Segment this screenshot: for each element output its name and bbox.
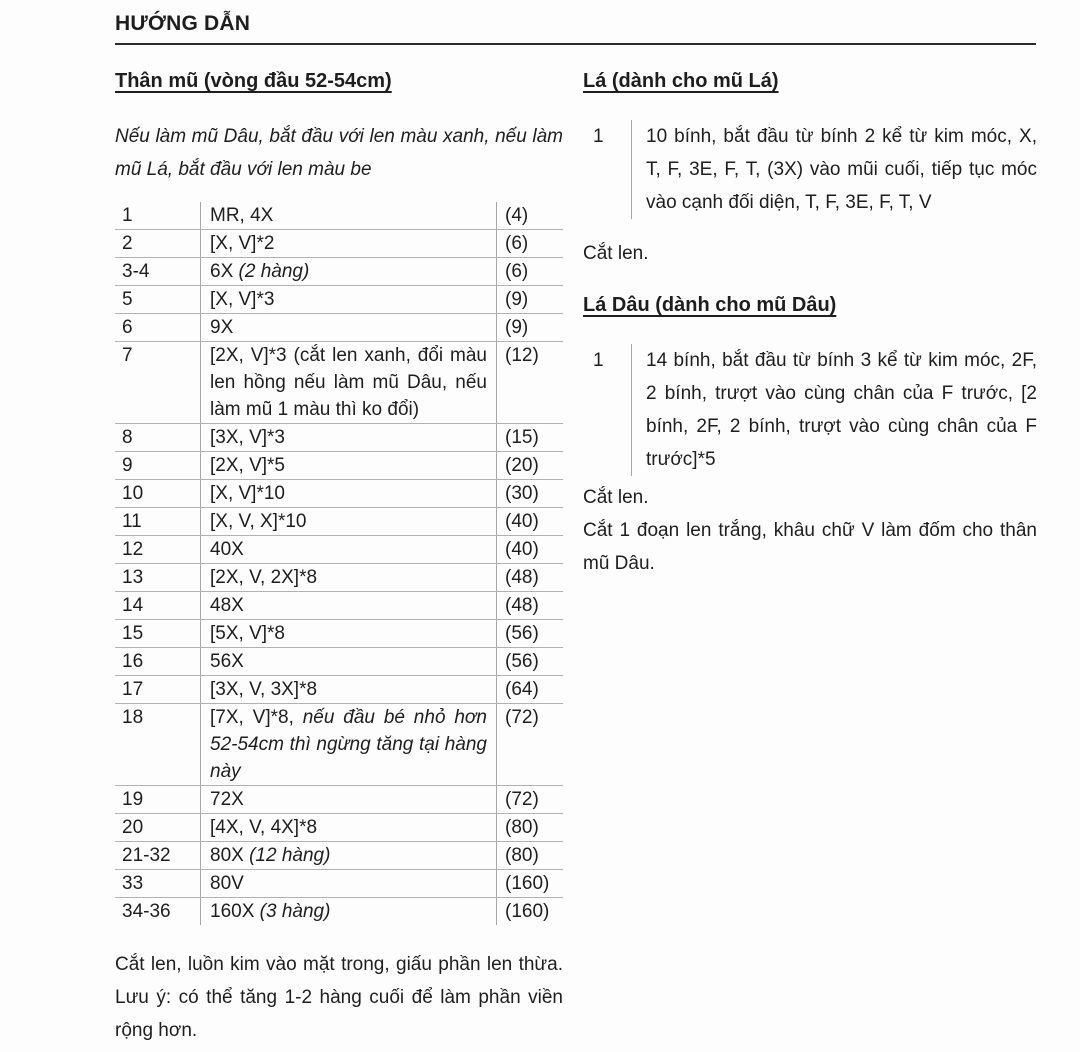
table-row bbox=[115, 424, 563, 452]
row-instruction bbox=[200, 342, 497, 423]
leaf-row-instruction: 10 bính, bắt đầu từ bính 2 kể từ kim móc, X, T, F, 3E, F, T, (3X) vào mũi cuối, tiếp tục móc vào cạnh đối diện, T, F, 3E, F, T, V bbox=[631, 120, 1037, 219]
row-stitch-count: (64) bbox=[505, 679, 539, 700]
row-instruction-text: 80X bbox=[210, 845, 250, 866]
row-instruction bbox=[200, 842, 497, 869]
row-instruction bbox=[200, 424, 497, 451]
table-row bbox=[115, 704, 563, 786]
row-stitch-count: (4) bbox=[505, 205, 529, 226]
strawberry-leaf-row-number: 1 bbox=[593, 350, 604, 371]
table-row bbox=[115, 564, 563, 592]
row-instruction bbox=[200, 592, 497, 619]
title-block bbox=[115, 12, 1036, 45]
white-yarn-note: Cắt 1 đoạn len trắng, khâu chữ V làm đốm cho thân mũ Dâu. bbox=[583, 520, 1037, 574]
row-stitch-count: (160) bbox=[505, 901, 550, 922]
row-instruction-text: MR, 4X bbox=[210, 205, 274, 226]
row-number: 34-36 bbox=[122, 901, 171, 922]
row-stitch-count: (56) bbox=[505, 651, 539, 672]
strawberry-leaf-row-instruction: 14 bính, bắt đầu từ bính 3 kể từ kim móc, 2F, 2 bính, trượt vào cùng chân của F trước, [2 bính, 2F, 2 bính, trượt vào cùng chân của F trước]*5 bbox=[631, 344, 1037, 476]
row-instruction-text: 56X bbox=[210, 651, 244, 672]
row-instruction bbox=[200, 480, 497, 507]
row-stitch-count: (12) bbox=[505, 345, 539, 366]
strawberry-leaf-after-note bbox=[583, 481, 1037, 580]
row-stitch-count: (6) bbox=[505, 261, 529, 282]
finishing-note: Cắt len, luồn kim vào mặt trong, giấu phần len thừa. Lưu ý: có thể tăng 1-2 hàng cuối để làm phần viền rộng hơn. bbox=[115, 954, 563, 1041]
row-number: 8 bbox=[122, 427, 133, 448]
row-instruction-text: [2X, V, 2X]*8 bbox=[210, 567, 318, 588]
row-stitch-count: (80) bbox=[505, 845, 539, 866]
row-instruction-italic: (3 hàng) bbox=[259, 901, 331, 922]
row-instruction-text: [7X, V]*8, bbox=[210, 707, 303, 728]
cut-yarn-note-2: Cắt len. bbox=[583, 487, 649, 508]
hat-body-heading: Thân mũ (vòng đầu 52-54cm) bbox=[115, 70, 392, 92]
row-instruction bbox=[200, 620, 497, 647]
leaf-heading: Lá (dành cho mũ Lá) bbox=[583, 70, 779, 92]
row-number: 18 bbox=[122, 707, 144, 728]
table-row bbox=[115, 480, 563, 508]
row-stitch-count: (30) bbox=[505, 483, 539, 504]
table-row bbox=[115, 814, 563, 842]
yarn-color-note: Nếu làm mũ Dâu, bắt đầu với len màu xanh, nếu làm mũ Lá, bắt đầu với len màu be bbox=[115, 126, 563, 180]
right-column bbox=[583, 68, 1037, 580]
row-instruction bbox=[200, 452, 497, 479]
table-row bbox=[115, 342, 563, 424]
row-stitch-count: (160) bbox=[505, 873, 550, 894]
row-instruction-text: 40X bbox=[210, 539, 244, 560]
row-stitch-count: (80) bbox=[505, 817, 539, 838]
table-row bbox=[115, 230, 563, 258]
row-number: 16 bbox=[122, 651, 144, 672]
cut-yarn-note: Cắt len. bbox=[583, 243, 649, 264]
hat-body-table bbox=[115, 202, 563, 925]
row-number: 13 bbox=[122, 567, 144, 588]
row-number: 33 bbox=[122, 873, 144, 894]
row-instruction-text: [X, V]*10 bbox=[210, 483, 285, 504]
table-row bbox=[115, 786, 563, 814]
row-stitch-count: (9) bbox=[505, 317, 529, 338]
row-instruction bbox=[200, 648, 497, 675]
row-number: 7 bbox=[122, 345, 133, 366]
row-instruction bbox=[200, 564, 497, 591]
row-instruction bbox=[200, 536, 497, 563]
row-stitch-count: (48) bbox=[505, 567, 539, 588]
row-instruction-italic: nếu đầu bé nhỏ hơn 52-54cm thì ngừng tăng tại hàng này bbox=[210, 707, 487, 782]
row-number: 11 bbox=[122, 511, 142, 532]
row-instruction-text: [5X, V]*8 bbox=[210, 623, 285, 644]
row-number: 10 bbox=[122, 483, 144, 504]
row-instruction bbox=[200, 258, 497, 285]
row-instruction-text: [4X, V, 4X]*8 bbox=[210, 817, 318, 838]
row-number: 17 bbox=[122, 679, 144, 700]
strawberry-leaf-row bbox=[583, 344, 1037, 476]
row-instruction-text: 6X bbox=[210, 261, 239, 282]
page-title: HƯỚNG DẪN bbox=[115, 12, 251, 35]
row-instruction bbox=[200, 870, 497, 897]
strawberry-leaf-heading: Lá Dâu (dành cho mũ Dâu) bbox=[583, 294, 837, 316]
row-instruction bbox=[200, 508, 497, 535]
table-row bbox=[115, 842, 563, 870]
table-row bbox=[115, 870, 563, 898]
table-row bbox=[115, 286, 563, 314]
row-number: 5 bbox=[122, 289, 133, 310]
row-number: 12 bbox=[122, 539, 144, 560]
left-column bbox=[115, 68, 563, 1047]
row-instruction-text: [3X, V, 3X]*8 bbox=[210, 679, 318, 700]
table-row bbox=[115, 202, 563, 230]
row-number: 3-4 bbox=[122, 261, 150, 282]
leaf-row-number: 1 bbox=[593, 126, 604, 147]
row-number: 15 bbox=[122, 623, 144, 644]
row-stitch-count: (72) bbox=[505, 789, 539, 810]
table-row bbox=[115, 452, 563, 480]
table-row bbox=[115, 508, 563, 536]
row-instruction bbox=[200, 230, 497, 257]
row-instruction-text: 72X bbox=[210, 789, 244, 810]
table-row bbox=[115, 676, 563, 704]
row-number: 14 bbox=[122, 595, 144, 616]
row-instruction bbox=[200, 286, 497, 313]
row-instruction-text: [X, V, X]*10 bbox=[210, 511, 307, 532]
row-stitch-count: (40) bbox=[505, 539, 539, 560]
row-number: 19 bbox=[122, 789, 144, 810]
row-number: 20 bbox=[122, 817, 144, 838]
row-instruction bbox=[200, 814, 497, 841]
row-number: 1 bbox=[122, 205, 133, 226]
table-row bbox=[115, 314, 563, 342]
row-instruction-text: [3X, V]*3 bbox=[210, 427, 285, 448]
row-instruction-text: [2X, V]*3 (cắt len xanh, đổi màu len hồng nếu làm mũ Dâu, nếu làm mũ 1 màu thì ko đổi) bbox=[210, 345, 487, 420]
row-instruction-text: 160X bbox=[210, 901, 260, 922]
row-instruction-text: 9X bbox=[210, 317, 234, 338]
row-instruction-text: [X, V]*3 bbox=[210, 289, 275, 310]
table-row bbox=[115, 898, 563, 925]
row-instruction-text: 48X bbox=[210, 595, 244, 616]
row-stitch-count: (6) bbox=[505, 233, 529, 254]
row-instruction-italic: (12 hàng) bbox=[249, 845, 331, 866]
row-instruction bbox=[200, 898, 497, 925]
row-instruction bbox=[200, 786, 497, 813]
row-instruction bbox=[200, 676, 497, 703]
row-stitch-count: (48) bbox=[505, 595, 539, 616]
table-row bbox=[115, 648, 563, 676]
row-instruction-italic: (2 hàng) bbox=[238, 261, 310, 282]
row-number: 21-32 bbox=[122, 845, 171, 866]
leaf-after-note bbox=[583, 237, 1037, 270]
row-instruction-text: [X, V]*2 bbox=[210, 233, 275, 254]
row-stitch-count: (9) bbox=[505, 289, 529, 310]
row-number: 6 bbox=[122, 317, 133, 338]
leaf-row bbox=[583, 120, 1037, 219]
row-instruction bbox=[200, 202, 497, 229]
row-instruction-text: [2X, V]*5 bbox=[210, 455, 285, 476]
row-stitch-count: (40) bbox=[505, 511, 539, 532]
row-number: 9 bbox=[122, 455, 133, 476]
table-row bbox=[115, 536, 563, 564]
table-row bbox=[115, 620, 563, 648]
row-stitch-count: (72) bbox=[505, 707, 539, 728]
row-instruction bbox=[200, 314, 497, 341]
row-stitch-count: (20) bbox=[505, 455, 539, 476]
row-stitch-count: (15) bbox=[505, 427, 539, 448]
row-number: 2 bbox=[122, 233, 133, 254]
row-stitch-count: (56) bbox=[505, 623, 539, 644]
table-row bbox=[115, 258, 563, 286]
row-instruction bbox=[200, 704, 497, 785]
row-instruction-text: 80V bbox=[210, 873, 244, 894]
table-row bbox=[115, 592, 563, 620]
